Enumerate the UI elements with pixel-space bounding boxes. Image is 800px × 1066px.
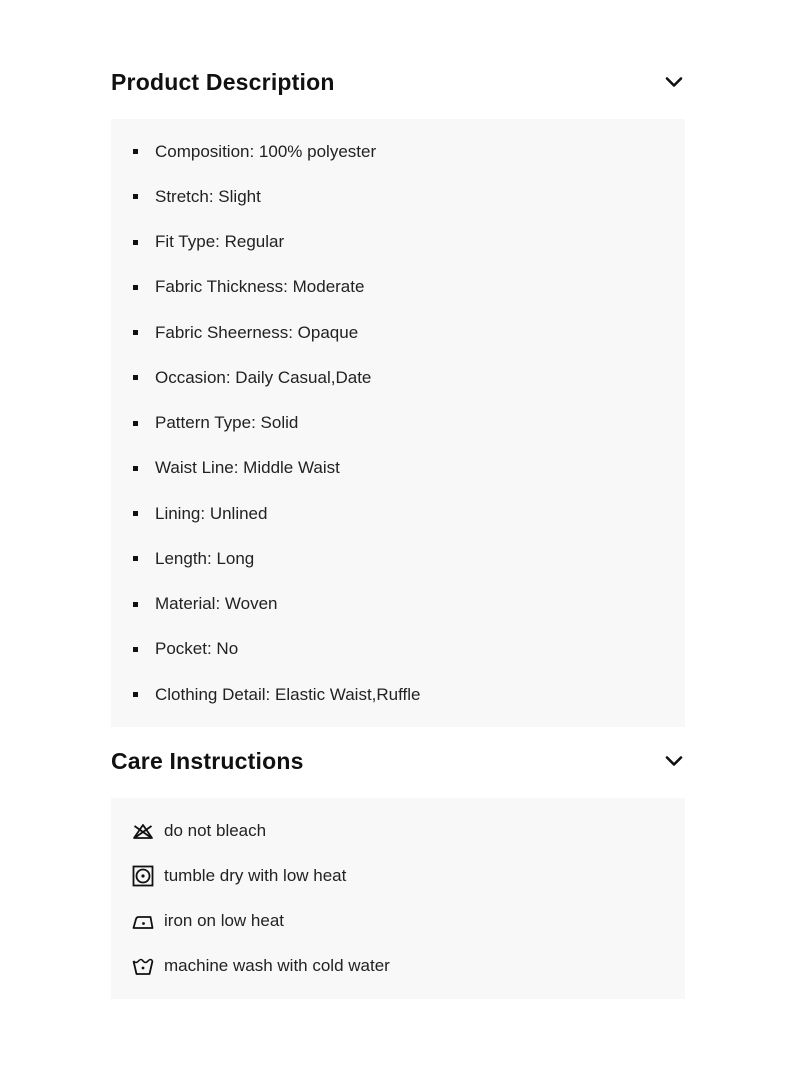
- do-not-bleach-icon: [132, 820, 154, 842]
- care-instructions-header[interactable]: [111, 736, 685, 786]
- list-item-text: Clothing Detail: Elastic Waist,Ruffle: [155, 684, 421, 704]
- chevron-down-icon[interactable]: [663, 750, 685, 772]
- list-item-text: Fabric Sheerness: Opaque: [155, 322, 359, 342]
- bullet-icon: [133, 647, 138, 652]
- bullet-icon: [133, 556, 138, 561]
- product-description-list: [111, 119, 685, 727]
- list-item: [111, 310, 685, 355]
- care-item-label: machine wash with cold water: [164, 956, 390, 976]
- list-item-text: Material: Woven: [155, 594, 278, 614]
- list-item-text: Pocket: No: [155, 639, 239, 659]
- list-item: [111, 265, 685, 310]
- tumble-dry-low-icon: [132, 865, 154, 887]
- care-instructions-title: Care Instructions: [111, 747, 304, 774]
- care-item-label: iron on low heat: [164, 911, 285, 931]
- list-item: [111, 220, 685, 265]
- product-description-header[interactable]: [111, 57, 685, 107]
- list-item-text: Pattern Type: Solid: [155, 413, 299, 433]
- bullet-icon: [133, 285, 138, 290]
- iron-low-icon: [132, 910, 154, 932]
- care-item-label: tumble dry with low heat: [164, 865, 347, 885]
- list-item-text: Lining: Unlined: [155, 503, 268, 523]
- chevron-down-icon[interactable]: [663, 71, 685, 93]
- list-item: [111, 853, 685, 898]
- list-item-text: Waist Line: Middle Waist: [155, 458, 340, 478]
- list-item: [111, 129, 685, 174]
- care-instructions-list: [111, 798, 685, 999]
- list-item: [111, 627, 685, 672]
- list-item: [111, 401, 685, 446]
- list-item: [111, 944, 685, 989]
- list-item-text: Length: Long: [155, 548, 255, 568]
- bullet-icon: [133, 240, 138, 245]
- machine-wash-cold-icon: [132, 955, 154, 977]
- product-description-section: [111, 57, 685, 727]
- list-item-text: Composition: 100% polyester: [155, 141, 377, 161]
- bullet-icon: [133, 375, 138, 380]
- bullet-icon: [133, 602, 138, 607]
- list-item: [111, 899, 685, 944]
- list-item: [111, 672, 685, 717]
- bullet-icon: [133, 466, 138, 471]
- product-description-title: Product Description: [111, 68, 335, 95]
- list-item-text: Stretch: Slight: [155, 186, 261, 206]
- bullet-icon: [133, 149, 138, 154]
- list-item-text: Occasion: Daily Casual,Date: [155, 367, 372, 387]
- list-item: [111, 582, 685, 627]
- list-item: [111, 808, 685, 853]
- list-item-text: Fabric Thickness: Moderate: [155, 277, 365, 297]
- list-item: [111, 491, 685, 536]
- bullet-icon: [133, 511, 138, 516]
- bullet-icon: [133, 330, 138, 335]
- bullet-icon: [133, 421, 138, 426]
- care-item-label: do not bleach: [164, 820, 267, 840]
- list-item: [111, 536, 685, 581]
- bullet-icon: [133, 194, 138, 199]
- list-item: [111, 355, 685, 400]
- list-item: [111, 174, 685, 219]
- bullet-icon: [133, 692, 138, 697]
- list-item: [111, 446, 685, 491]
- care-instructions-section: [111, 736, 685, 999]
- list-item-text: Fit Type: Regular: [155, 232, 285, 252]
